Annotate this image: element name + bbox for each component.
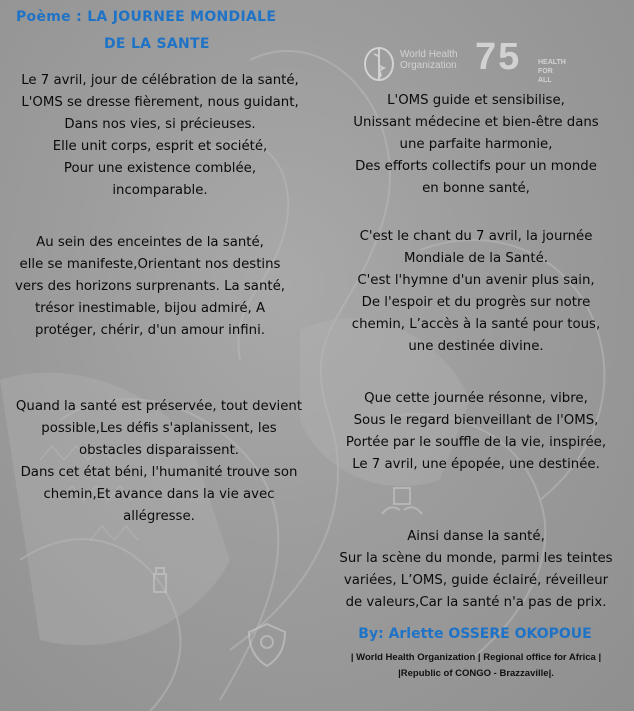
who-emblem-icon	[362, 44, 396, 84]
poem-title-line-1: Poème : LA JOURNEE MONDIALE	[16, 9, 277, 25]
poem-line: chemin, L’accès à la santé pour tous,	[351, 317, 601, 332]
poem-line: Portée par le souffle de la vie, inspirée,	[345, 435, 607, 450]
author-credit: By: Arlette OSSERE OKOPOUE	[358, 626, 592, 642]
poem-line: une parfaite harmonie,	[399, 137, 553, 152]
poem-line: Le 7 avril, une épopée, une destinée.	[352, 457, 600, 472]
poem-line: obstacles disparaissent.	[78, 443, 240, 458]
stanza-6	[318, 388, 634, 476]
poem-line: Au sein des enceintes de la santé,	[36, 235, 264, 250]
anniversary-number: 75	[475, 36, 522, 78]
poem-line: de valeurs,Car la santé n'a pas de prix.	[345, 595, 607, 610]
poem-line: Quand la santé est préservée, tout devient	[15, 399, 303, 414]
poem-line: Ainsi danse la santé,	[407, 529, 545, 544]
health-for-all-tagline	[538, 58, 566, 85]
poem-line: Que cette journée résonne, vibre,	[364, 391, 588, 406]
care-hands-icon	[380, 484, 424, 518]
poem-line: trésor inestimable, bijou admiré, A	[34, 301, 266, 316]
who-wordmark	[400, 49, 458, 71]
poem-line: C'est l'hymne d'un avenir plus sain,	[357, 273, 595, 288]
poem-line: une destinée divine.	[408, 339, 544, 354]
who-line-2: Organization	[400, 60, 457, 71]
tagline-line-1: HEALTH	[538, 59, 566, 66]
poem-line: L'OMS guide et sensibilise,	[387, 93, 565, 108]
poem-line: incomparable.	[112, 183, 208, 198]
poem-line: Le 7 avril, jour de célébration de la santé,	[21, 73, 299, 88]
stanza-4	[318, 90, 634, 200]
who-75-logo	[360, 36, 566, 92]
poem-line: Unissant médecine et bien-être dans	[353, 115, 599, 130]
medicine-bottle-icon	[150, 566, 170, 594]
who-line-1: World Health	[400, 49, 458, 60]
poem-line: Elle unit corps, esprit et société,	[52, 139, 268, 154]
poem-line: vers des horizons surprenants. La santé,	[15, 279, 285, 294]
poem-line: protéger, chérir, d'un amour infini.	[34, 323, 266, 338]
stanza-1	[0, 70, 320, 202]
poem-line: possible,Les défis s'aplanissent, les	[41, 421, 277, 436]
poem-line: Des efforts collectifs pour un monde	[355, 159, 597, 174]
poem-line: Sous le regard bienveillant de l'OMS,	[353, 413, 599, 428]
poem-line: Dans cet état béni, l'humanité trouve son	[20, 465, 298, 480]
poem-line: L'OMS se dresse fièrement, nous guidant,	[21, 95, 299, 110]
poem-line: C'est le chant du 7 avril, la journée	[359, 229, 593, 244]
stanza-3	[0, 396, 318, 528]
poem-line: Sur la scène du monde, parmi les teintes	[339, 551, 613, 566]
organization-line-2: |Republic of CONGO - Brazzaville|.	[398, 668, 554, 679]
stanza-2	[0, 232, 300, 342]
stanza-5	[318, 226, 634, 358]
poem-line: Mondiale de la Santé.	[404, 251, 548, 266]
poem-line: en bonne santé,	[422, 181, 530, 196]
poem-line: elle se manifeste,Orientant nos destins	[19, 257, 281, 272]
poem-line: Pour une existence comblée,	[63, 161, 257, 176]
stanza-7	[318, 526, 634, 614]
organization-line-1: | World Health Organization | Regional office for Africa |	[350, 652, 602, 663]
tagline-line-2: FOR ALL	[538, 68, 553, 84]
shield-icon	[247, 622, 287, 668]
poem-line: Dans nos vies, si précieuses.	[64, 117, 256, 132]
poem-line: allégresse.	[123, 509, 195, 524]
poem-line: chemin,Et avance dans la vie avec	[43, 487, 275, 502]
poem-title-line-2: DE LA SANTE	[104, 36, 210, 52]
poem-line: variées, L’OMS, guide éclairé, réveilleur	[343, 573, 609, 588]
poem-line: De l'espoir et du progrès sur notre	[361, 295, 591, 310]
